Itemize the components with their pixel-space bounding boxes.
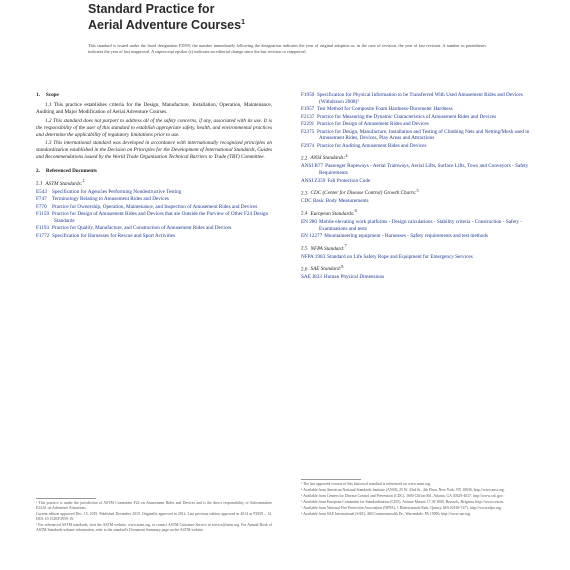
footnote: Current edition approved Dec. 15, 2019. Published December 2019. Originally approved in 2012. Last previous edition approved in 2014 as F2959 – 14. DOI: 10.1520/F2959-19. [36, 511, 272, 521]
refdocs-number: 2. [36, 168, 40, 175]
eu-sub-number: 2.4 [301, 210, 308, 217]
right-footnote-rule [301, 479, 361, 480]
cdc-sub-number: 2.3 [301, 190, 308, 197]
cdc-sub-sup: 5 [416, 187, 419, 193]
cdc-sub-label: CDC (Center for Disease Control) Growth Charts: [310, 190, 417, 197]
european-standards-subheading [301, 208, 541, 218]
reference-title-link[interactable]: Specification for Physical Information to be Transferred With Used Amusement Rides and Devices (Withdrawn 2008)³ [317, 92, 523, 105]
reference-title-link[interactable]: Standard on Life Safety Rope and Equipment for Emergency Services [327, 253, 473, 260]
astm-sub-number: 2.1 [36, 180, 43, 187]
eu-sub-label: European Standards: [310, 210, 355, 217]
referenced-documents-heading [36, 168, 272, 175]
reference-title-link[interactable]: Terminology Relating to Amusement Rides and Devices [52, 196, 169, 203]
reference-item[interactable] [301, 178, 541, 185]
nfpa-sub-sup: 7 [344, 243, 347, 249]
reference-title-link[interactable]: Practice for Design of Amusement Rides and Devices [317, 121, 429, 128]
footnote: ⁷ Available from National Fire Protection Association (NFPA), 1 Batterymarch Park, Quincy, MA 02169-7471, http://www.nfpa.org. [301, 505, 502, 510]
reference-title-link[interactable]: Practice for Measuring the Dynamic Characteristics of Amusement Rides and Devices [317, 113, 497, 120]
designation-preamble: This standard is issued under the fixed designation F2959; the number immediately following the designation indicates the year of original adoption or, in the case of revision, the year of last revision. A number in parentheses indicates the year of last reapproval. A superscript epsilon (ε) indicates an editorial change since the last revision or reapproval. [88, 43, 486, 54]
reference-code-link[interactable]: SAE J833 [301, 274, 322, 281]
reference-code-link[interactable]: F2291 [301, 121, 315, 128]
reference-code-link[interactable]: EN 280 [301, 218, 317, 225]
scope-paragraph-2: 1.2 This standard does not purport to address all of the safety concerns, if any, associated with its use. It is the responsibility of the user of this standard to establish appropriate safety, health, and environmental practices and determine the applicability of regulatory limitations prior to use. [36, 117, 272, 138]
footnote: ⁶ Available from European Committee for Standardization (CEN), Avenue Marnix 17, B-1000, Brussels, Belgium, http://www.cen.eu. [301, 499, 505, 504]
sae-subheading [301, 264, 541, 274]
reference-title-link[interactable]: Practice for Ownership, Operation, Maintenance, and Inspection of Amusement Rides and Devices [52, 203, 258, 210]
eu-sub-sup: 6 [354, 208, 357, 214]
reference-code-link[interactable]: F1957 [301, 106, 315, 113]
title-line-2 [88, 16, 488, 32]
left-column [36, 92, 272, 240]
reference-item[interactable] [301, 233, 541, 240]
reference-item[interactable] [301, 114, 541, 121]
reference-code-link[interactable]: F1950 [301, 92, 315, 98]
reference-title-link[interactable]: Test Method for Composite Foam Hardness-Durometer Hardness [317, 106, 453, 113]
reference-title-link[interactable]: Mobile elevating work platforms - Design calculations - Stability criteria - Construction - Safety - Examinations and tests [319, 218, 523, 232]
reference-item[interactable] [301, 198, 541, 205]
footnote: ² For referenced ASTM standards, visit the ASTM website, www.astm.org, or contact ASTM Customer Service at service@astm.org. For Annual Book of ASTM Standards volume information, refer to the standard's Document Summary page on the ASTM website. [36, 522, 272, 532]
reference-title-link[interactable]: Mountaineering equipment - Harnesses - Safety requirements and test methods [324, 233, 488, 240]
reference-item[interactable] [36, 196, 272, 203]
sae-sub-number: 2.6 [301, 266, 308, 273]
nfpa-sub-number: 2.5 [301, 245, 308, 252]
sae-sub-sup: 8 [341, 263, 344, 269]
reference-title-link[interactable]: Practice for Design of Amusement Rides and Devices that are Outside the Purview of Other F24 Design Standards [52, 210, 269, 224]
footnote: ⁸ Available from SAE International (SAE), 400 Commonwealth Dr., Warrendale, PA 15096, http://www.sae.org. [301, 511, 471, 516]
reference-item[interactable] [301, 163, 541, 177]
ansi-sub-label: ANSI Standards: [310, 155, 346, 162]
reference-item[interactable] [301, 121, 541, 128]
reference-item[interactable] [301, 274, 541, 281]
reference-item[interactable] [301, 129, 541, 143]
ansi-sub-number: 2.2 [301, 155, 308, 162]
title-footnote-marker: 1 [241, 19, 245, 26]
reference-title-link[interactable]: Passenger Ropeways - Aerial Tramways, Aerial Lifts, Surface Lifts, Tows and Conveyors - Safety Requirements [319, 163, 529, 177]
footnote: ⁵ Available from Centers for Disease Control and Prevention (CDC), 1600 Clifton Rd., Atlanta, GA 30329-4027, http://www.cdc.gov. [301, 493, 504, 498]
scope-heading [36, 92, 272, 99]
ansi-sub-sup: 4 [345, 152, 348, 158]
reference-item[interactable] [36, 204, 272, 211]
nfpa-subheading [301, 243, 541, 253]
reference-item[interactable] [36, 189, 272, 196]
reference-title-link[interactable]: Practice for Auditing Amusement Rides and Devices [317, 142, 427, 149]
cdc-subheading [301, 188, 541, 198]
nfpa-sub-label: NFPA Standard: [310, 245, 345, 252]
left-footnotes [36, 501, 272, 533]
reference-code-link[interactable]: ANSI Z359 [301, 177, 326, 184]
left-footnote-rule [36, 498, 96, 499]
refdocs-label: Referenced Documents [45, 168, 97, 175]
reference-item[interactable] [36, 225, 272, 232]
title-line-2-text: Aerial Adventure Courses [88, 18, 242, 33]
right-footnotes [301, 482, 541, 517]
footnote: ⁴ Available from American National Standards Institute (ANSI), 25 W. 43rd St., 4th Floor, New York, NY 10036, http://www.ansi.org. [301, 487, 505, 492]
right-column [301, 92, 541, 282]
reference-code-link[interactable]: F1159 [36, 210, 50, 217]
reference-code-link[interactable]: F2974 [301, 142, 315, 149]
astm-standards-subheading [36, 178, 272, 188]
reference-code-link[interactable]: NFPA 1983 [301, 253, 326, 260]
footnote: ³ The last approved version of this historical standard is referenced on www.astm.org. [301, 482, 431, 486]
reference-item[interactable] [301, 254, 541, 261]
reference-code-link[interactable]: F1772 [36, 232, 50, 239]
scope-label: Scope [45, 92, 59, 98]
scope-number: 1. [36, 92, 40, 98]
reference-code-link[interactable]: F2137 [301, 113, 315, 120]
reference-item[interactable] [301, 219, 541, 233]
reference-code-link[interactable]: ANSI B77 [301, 163, 324, 170]
reference-item[interactable] [36, 233, 272, 240]
reference-title-link[interactable]: CDC Basic Body Measurements [301, 198, 369, 205]
astm-sub-sup: 2 [82, 178, 85, 184]
reference-title-link[interactable]: Specification for Agencies Performing Nondestructive Testing [52, 188, 182, 195]
astm-reference-list [36, 189, 272, 240]
astm-sub-label: ASTM Standards: [45, 180, 83, 187]
reference-code-link[interactable]: F747 [36, 196, 47, 203]
scope-paragraph-1: 1.1 This practice establishes criteria for the Design, Manufacture, Installation, Operation, Maintenance, Auditing and Major Modification of Aerial Adventure Courses. [36, 101, 272, 115]
astm-reference-list-continued [301, 92, 541, 150]
reference-code-link[interactable]: E543 [36, 188, 47, 195]
reference-code-link[interactable]: EN 12277 [301, 233, 323, 240]
reference-code-link[interactable]: F2375 [301, 128, 315, 135]
reference-title-link[interactable]: Practice for Quality, Manufacture, and Construction of Amusement Rides and Devices [52, 225, 232, 232]
reference-title-link[interactable]: Practice for Design, Manufacture, Installation and Testing of Climbing Nets and Netting/Mesh used in Amusement Rides, Devices, Play Areas and Attractions [317, 128, 530, 142]
ansi-standards-subheading [301, 153, 541, 163]
title-line-1: Standard Practice for [88, 2, 215, 16]
reference-item[interactable] [301, 106, 541, 113]
reference-title-link[interactable]: Human Physical Dimensions [323, 274, 385, 281]
footnote: ¹ This practice is under the jurisdiction of ASTM Committee F24 on Amusement Rides and Devices and is the direct responsibility of Subcommittee F24.61 on Adventure Attractions. [36, 501, 272, 510]
document-title [88, 2, 488, 32]
reference-item[interactable] [36, 211, 272, 225]
reference-code-link[interactable]: F1193 [36, 225, 50, 232]
reference-code-link[interactable]: F770 [36, 203, 47, 210]
reference-item[interactable] [301, 143, 541, 150]
reference-item[interactable] [301, 92, 541, 106]
sae-sub-label: SAE Standard: [310, 266, 342, 273]
reference-title-link[interactable]: Fall Protection Code [327, 177, 371, 184]
reference-title-link[interactable]: Specification for Harnesses for Rescue and Sport Activities [52, 232, 176, 239]
scope-paragraph-3: 1.3 This international standard was developed in accordance with internationally recognized principles on standardization established in the Decision on Principles for the Development of International Standards, Guides and Recommendations issued by the World Trade Organization Technical Barriers to Trade (TBT) Committee. [36, 140, 272, 161]
